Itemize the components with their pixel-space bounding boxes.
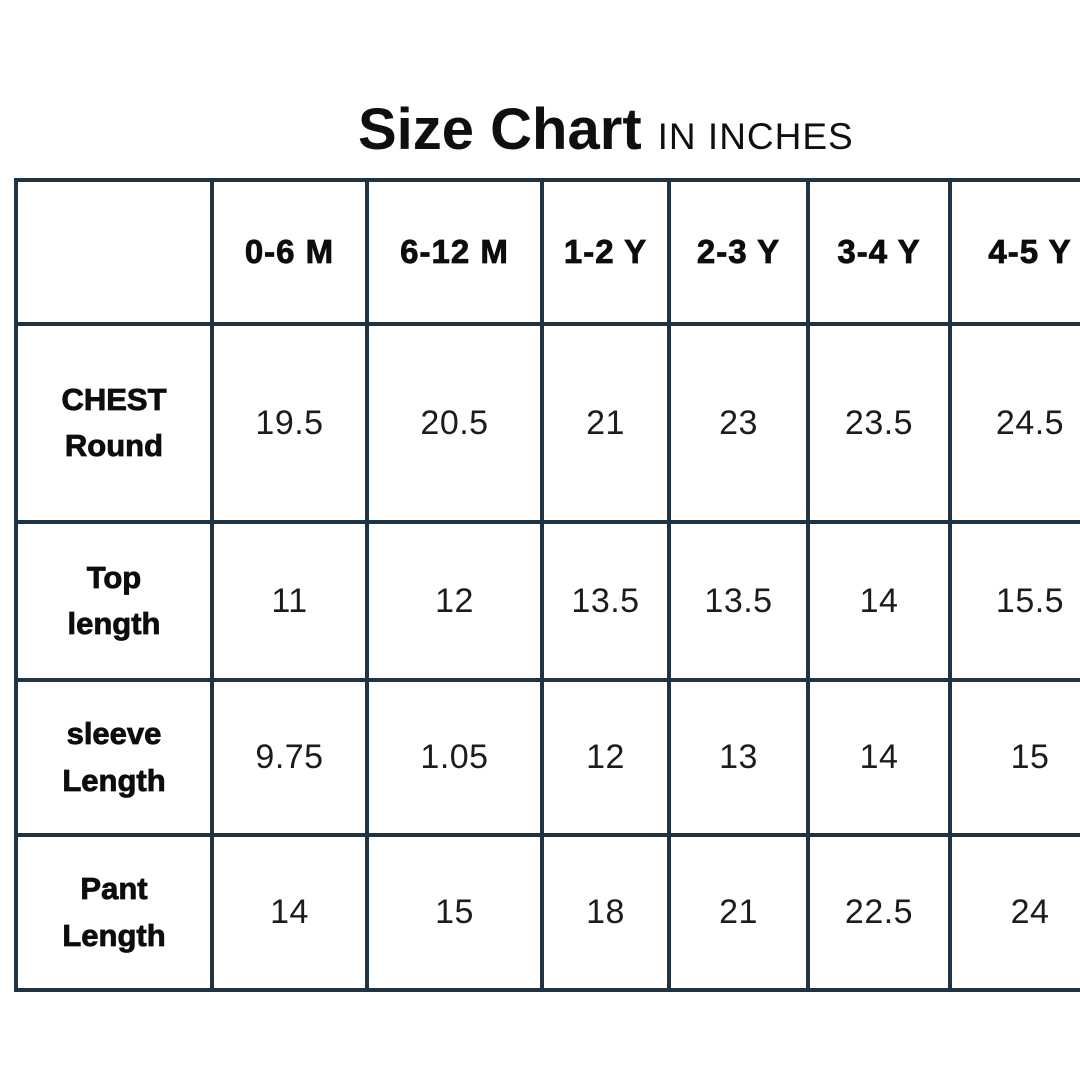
- corner-cell: [16, 180, 212, 324]
- size-value: 11: [212, 522, 367, 680]
- column-header-4-5y: 4-5 Y: [950, 180, 1080, 324]
- size-value: 9.75: [212, 680, 367, 835]
- size-value: 1.05: [367, 680, 542, 835]
- size-value: 14: [808, 680, 950, 835]
- table-row-top-length: [16, 522, 1080, 680]
- size-value: 14: [212, 835, 367, 990]
- row-label-pant-length: Pant Length: [16, 835, 212, 990]
- size-value: 21: [669, 835, 808, 990]
- row-label-chest-round: CHEST Round: [16, 324, 212, 522]
- size-value: 12: [542, 680, 669, 835]
- size-value: 14: [808, 522, 950, 680]
- page-title: [358, 96, 854, 163]
- table-row-sleeve-length: [16, 680, 1080, 835]
- column-header-0-6m: 0-6 M: [212, 180, 367, 324]
- column-header-1-2y: 1-2 Y: [542, 180, 669, 324]
- size-value: 13.5: [542, 522, 669, 680]
- size-value: 15: [950, 680, 1080, 835]
- size-value: 12: [367, 522, 542, 680]
- table-row-pant-length: [16, 835, 1080, 990]
- title-main: Size Chart: [358, 97, 642, 162]
- size-chart-table: [14, 178, 1080, 992]
- size-value: 24.5: [950, 324, 1080, 522]
- size-value: 22.5: [808, 835, 950, 990]
- column-header-3-4y: 3-4 Y: [808, 180, 950, 324]
- title-units: IN INCHES: [657, 116, 854, 157]
- size-value: 19.5: [212, 324, 367, 522]
- size-value: 13.5: [669, 522, 808, 680]
- size-value: 23: [669, 324, 808, 522]
- size-value: 23.5: [808, 324, 950, 522]
- size-value: 20.5: [367, 324, 542, 522]
- size-value: 21: [542, 324, 669, 522]
- header-row: [16, 180, 1080, 324]
- size-value: 18: [542, 835, 669, 990]
- column-header-2-3y: 2-3 Y: [669, 180, 808, 324]
- size-value: 13: [669, 680, 808, 835]
- column-header-6-12m: 6-12 M: [367, 180, 542, 324]
- row-label-top-length: Top length: [16, 522, 212, 680]
- size-value: 15.5: [950, 522, 1080, 680]
- row-label-sleeve-length: sleeve Length: [16, 680, 212, 835]
- size-value: 24: [950, 835, 1080, 990]
- size-value: 15: [367, 835, 542, 990]
- table-row-chest-round: [16, 324, 1080, 522]
